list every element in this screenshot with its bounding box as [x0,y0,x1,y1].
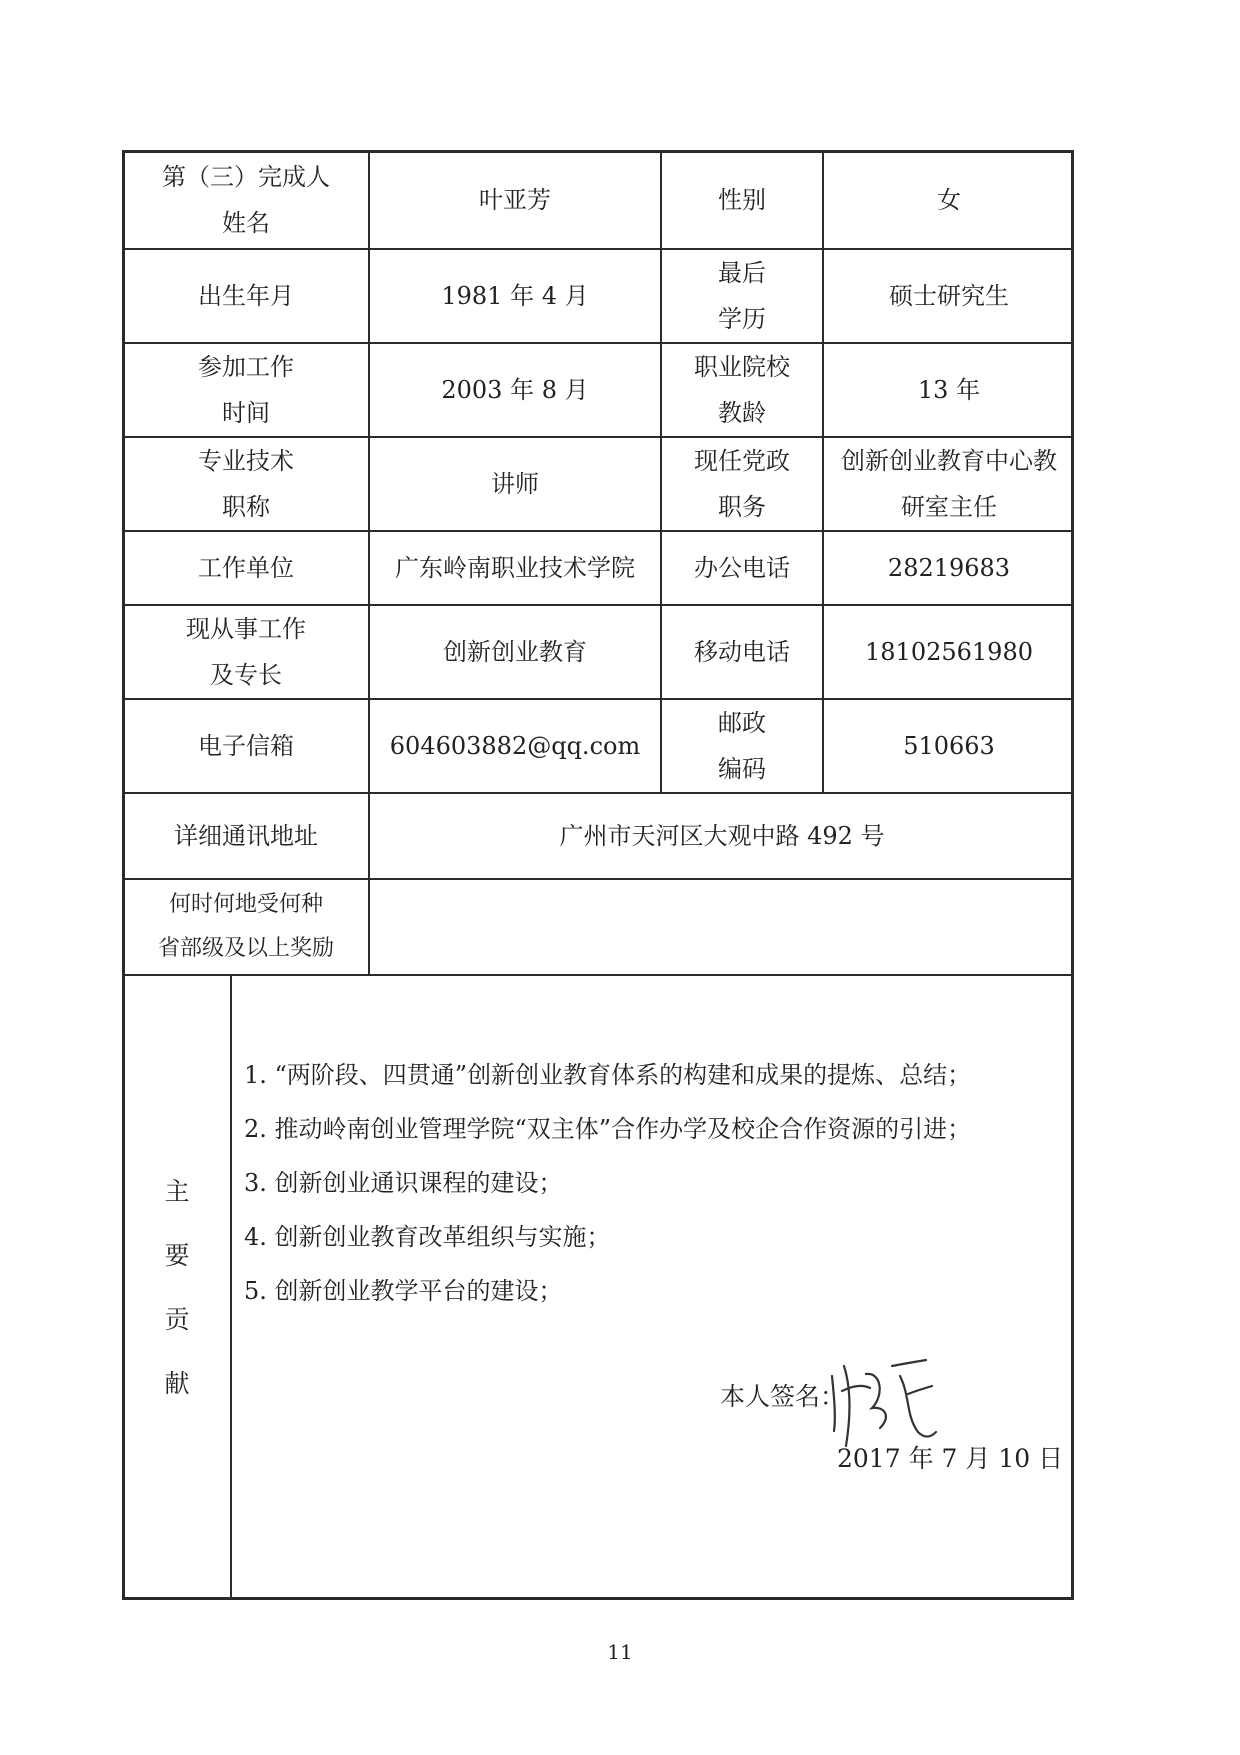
work-start-value-text: 2003 年 8 月 [441,376,589,404]
specialty-label-line2: 及专长 [210,661,282,689]
awards-label [122,878,368,974]
postcode-value [822,698,1074,792]
postcode-label [660,698,822,792]
teaching-years-label-line1: 职业院校 [694,353,790,381]
mobile-label [660,604,822,698]
work-start-label-line1: 参加工作 [198,353,294,381]
contribution-content [230,974,1074,1600]
contribution-item: 4. 创新创业教育改革组织与实施； [244,1223,611,1251]
gender-value [822,150,1074,248]
page-number: 11 [607,1640,633,1664]
position-label-line2: 职务 [718,493,766,521]
contribution-label-char2: 要 [164,1241,190,1270]
postcode-value-text: 510663 [903,732,995,760]
birth-label [122,248,368,342]
birth-value [368,248,660,342]
work-start-value [368,342,660,436]
awards-label-line2: 省部级及以上奖励 [157,936,334,961]
employer-value [368,530,660,604]
name-label [122,150,368,248]
gender-value-text: 女 [937,186,961,214]
education-label-line2: 学历 [718,305,766,333]
contribution-label-char1: 主 [164,1177,190,1206]
gender-label [660,150,822,248]
signature-label: 本人签名： [720,1382,846,1411]
education-label-line1: 最后 [718,259,766,287]
education-label [660,248,822,342]
awards-label-line1: 何时何地受何种 [168,892,323,917]
education-value-text: 硕士研究生 [889,282,1009,310]
teaching-years-label [660,342,822,436]
name-value [368,150,660,248]
contribution-label-char4: 献 [164,1369,190,1398]
email-label [122,698,368,792]
position-value-line1: 创新创业教育中心教 [841,447,1057,475]
title-value-text: 讲师 [491,470,539,498]
address-value-text: 广州市天河区大观中路 492 号 [559,822,885,850]
contribution-item: 2. 推动岭南创业管理学院“双主体”合作办学及校企合作资源的引进； [244,1115,972,1143]
postcode-label-line1: 邮政 [718,709,766,737]
gender-label-text: 性别 [718,186,766,214]
office-phone-label [660,530,822,604]
signature-date: 2017 年 7 月 10 日 [837,1444,1064,1473]
title-label-line2: 职称 [222,493,270,521]
position-value-line2: 研室主任 [901,493,997,521]
teaching-years-value [822,342,1074,436]
email-value [368,698,660,792]
contribution-item: 3. 创新创业通识课程的建设； [244,1169,563,1197]
contribution-label-char3: 贡 [164,1305,190,1334]
email-value-text: 604603882@qq.com [389,732,641,760]
title-label [122,436,368,530]
awards-value [368,878,1074,974]
mobile-value-text: 18102561980 [865,638,1033,666]
mobile-value [822,604,1074,698]
title-value [368,436,660,530]
office-phone-value-text: 28219683 [887,554,1011,582]
name-label-line2: 姓名 [222,209,270,237]
birth-value-text: 1981 年 4 月 [441,282,589,310]
title-label-line1: 专业技术 [198,447,294,475]
contribution-label [122,974,230,1600]
personnel-form [122,150,1074,1600]
education-value [822,248,1074,342]
specialty-label-line1: 现从事工作 [186,615,306,643]
position-label [660,436,822,530]
employer-label [122,530,368,604]
teaching-years-label-line2: 教龄 [718,399,766,427]
name-label-line1: 第（三）完成人 [162,163,330,191]
work-start-label-line2: 时间 [222,399,270,427]
specialty-value-text: 创新创业教育 [443,638,587,666]
contribution-item: 1. “两阶段、四贯通”创新创业教育体系的构建和成果的提炼、总结； [244,1061,972,1089]
birth-label-text: 出生年月 [198,282,294,310]
postcode-label-line2: 编码 [718,755,766,783]
address-value [368,792,1074,878]
position-label-line1: 现任党政 [694,447,790,475]
office-phone-label-text: 办公电话 [694,554,790,582]
position-value [822,436,1074,530]
employer-value-text: 广东岭南职业技术学院 [395,554,635,582]
contribution-item: 5. 创新创业教学平台的建设； [244,1277,563,1305]
teaching-years-value-text: 13 年 [917,376,981,404]
specialty-value [368,604,660,698]
email-label-text: 电子信箱 [198,732,294,760]
address-label-text: 详细通讯地址 [174,822,318,850]
work-start-label [122,342,368,436]
address-label [122,792,368,878]
specialty-label [122,604,368,698]
contribution-list [244,1048,971,1318]
mobile-label-text: 移动电话 [694,638,790,666]
office-phone-value [822,530,1074,604]
employer-label-text: 工作单位 [198,554,294,582]
name-value-text: 叶亚芳 [479,186,551,214]
